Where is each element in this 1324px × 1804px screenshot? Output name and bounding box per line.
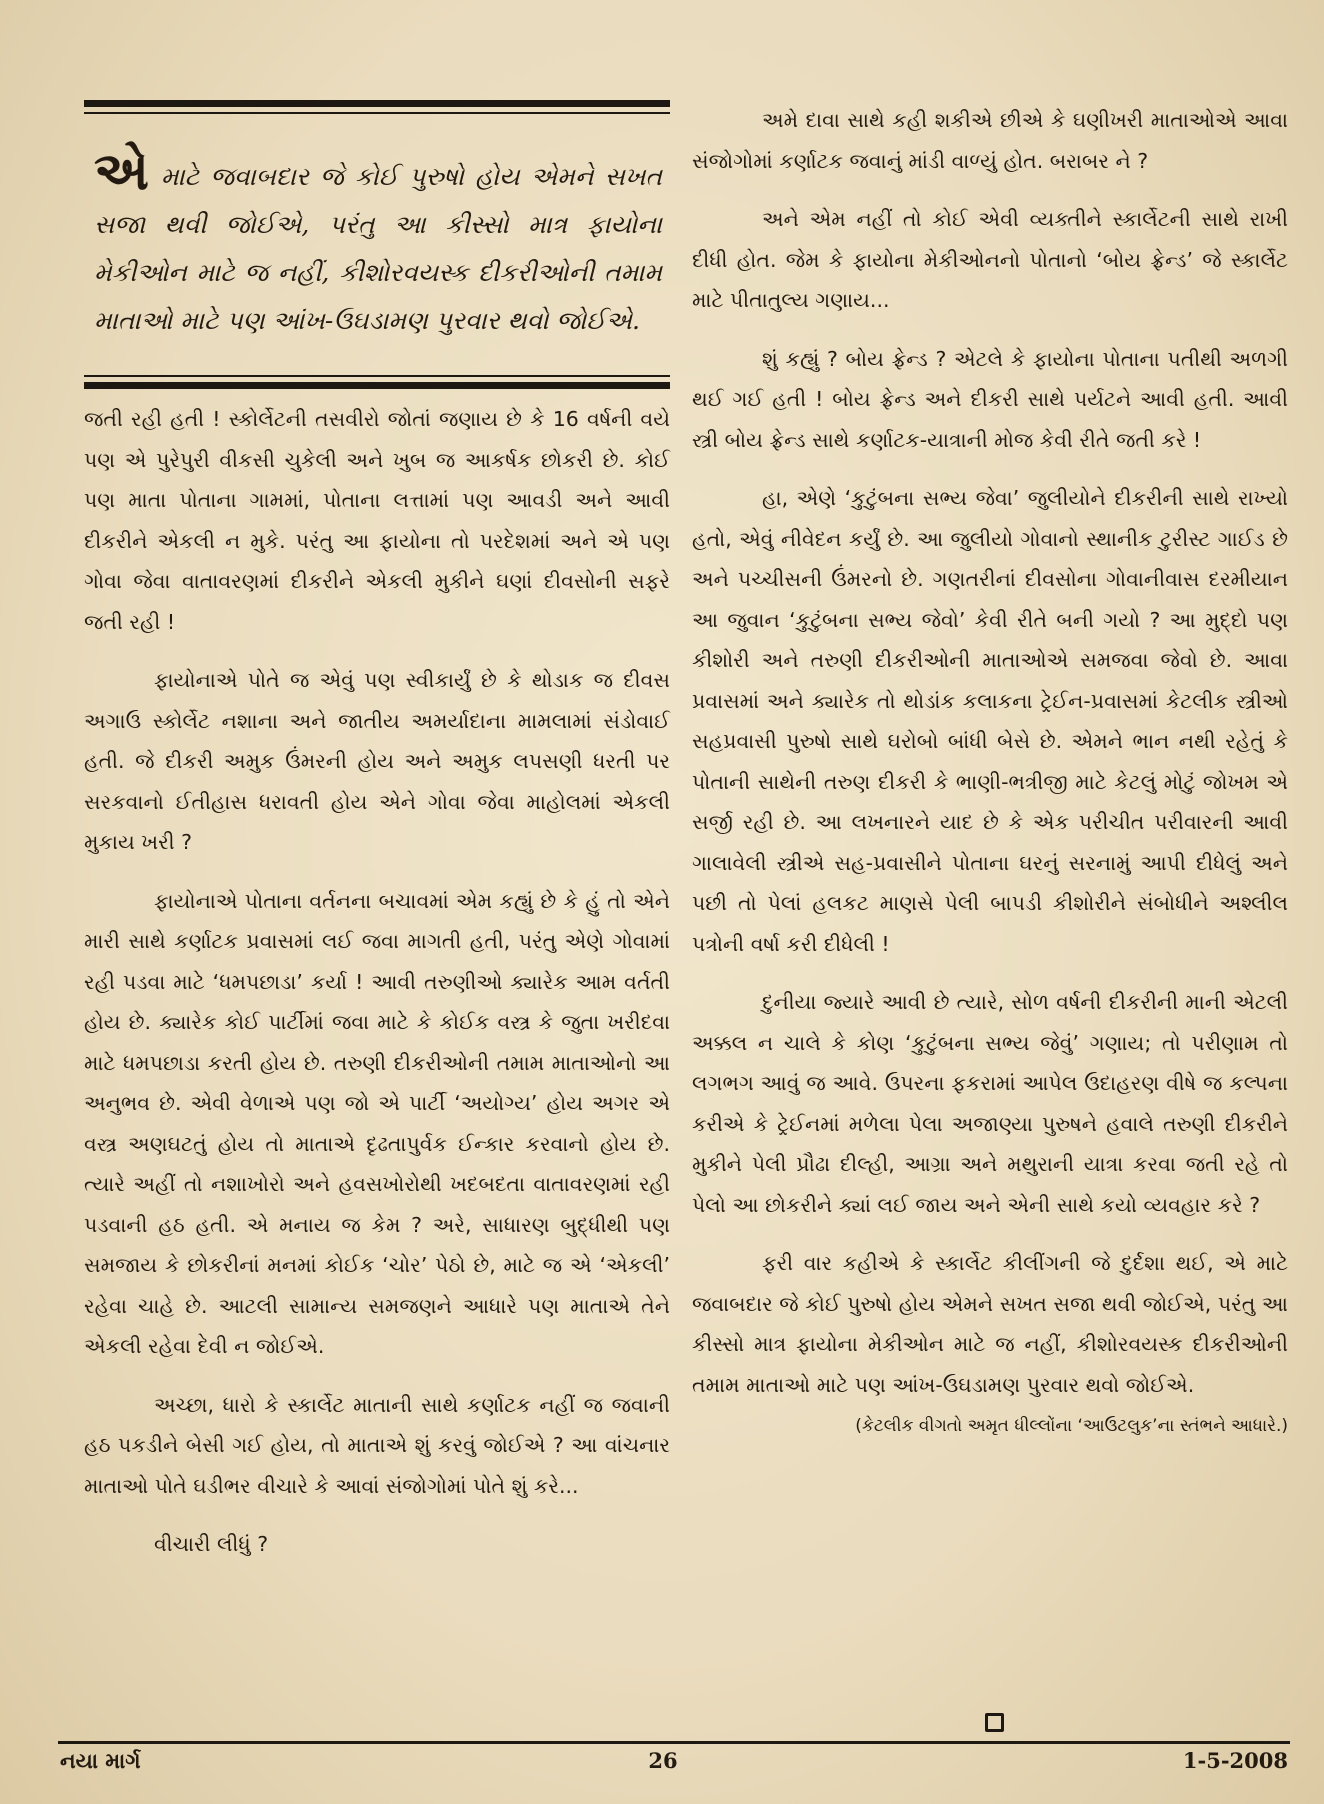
pull-quote-bottom-rule-thin [84,375,670,377]
left-paragraph-5: વીચારી લીધું ? [154,1532,269,1556]
left-paragraph-2: ફાયોનાએ પોતે જ એવું પણ સ્વીકાર્યું છે કે થોડાક જ દીવસ અગાઉ સ્કોર્લેટ નશાના અને જાતીય અમર્યાદાના મામલામાં સંડોવાઈ હતી. જે દીકરી અમુક ઉંમરની હોય અને અમુક લપસણી ધરતી પર સરકવાનો ઈતીહાસ ધરાવતી હોય એને ગોવા જેવા માહોલમાં એકલી મુકાય ખરી ? [84,668,670,854]
footer-rule [58,1741,1290,1744]
left-column [84,100,670,1565]
pull-quote-bottom-rule-thick [84,382,670,389]
left-paragraph-4: અચ્છા, ધારો કે સ્કાર્લેટ માતાની સાથે કર્ણાટક નહીં જ જવાની હઠ પકડીને બેસી ગઈ હોય, તો માતાએ શું કરવું જોઈએ ? આ વાંચનાર માતાઓ પોતે ઘડીભર વીચારે કે આવાં સંજોગોમાં પોતે શું કરે... [84,1392,670,1498]
right-paragraph-2: અને એમ નહીં તો કોઈ એવી વ્યક્તીને સ્કાર્લેટની સાથે રાખી દીધી હોત. જેમ કે ફાયોના મેકીઓનનો પોતાનો ‘બોય ફ્રેન્ડ’ જે સ્કાર્લેટ માટે પીતાતુલ્ય ગણાય... [692,207,1288,312]
pull-quote-top-rule-thick [84,100,670,107]
right-paragraph-5: દુનીયા જ્યારે આવી છે ત્યારે, સોળ વર્ષની દીકરીની માની એટલી અક્કલ ન ચાલે કે કોણ ‘કુટુંબના સભ્ય જેવું’ ગણાય; તો પરીણામ તો લગભગ આવું જ આવે. ઉપરના ફકરામાં આપેલ ઉદાહરણ વીષે જ કલ્પના કરીએ કે ટ્રેઈનમાં મળેલા પેલા અજાણ્યા પુરુષને હવાલે તરુણી દીકરીને મુકીને પેલી પ્રૌઢા દીલ્હી, આગ્રા અને મથુરાની યાત્રા કરવા જતી રહે તો પેલો આ છોકરીને ક્યાં લઈ જાય અને એની સાથે કયો વ્યવહાર કરે ? [692,990,1288,1217]
pull-quote [84,114,670,375]
right-paragraph-3: શું કહ્યું ? બોય ફ્રેન્ડ ? એટલે કે ફાયોના પોતાના પતીથી અળગી થઈ ગઈ હતી ! બોય ફ્રેન્ડ અને દીકરી સાથે પર્યટને આવી હતી. આવી સ્ત્રી બોય ફ્રેન્ડ સાથે કર્ણાટક-યાત્રાની મોજ કેવી રીતે જતી કરે ! [692,346,1288,452]
footer-date: 1-5-2008 [1182,1748,1288,1773]
right-column [692,100,1288,1443]
pull-quote-initial: એ [94,141,149,202]
source-note: (કેટલીક વીગતો અમૃત ધીલ્લોંના ‘આઉટલુક’ના સ્તંભને આધારે.) [855,1416,1288,1436]
pull-quote-text: માટે જવાબદાર જે કોઈ પુરુષો હોય એમને સખત સજા થવી જોઈએ, પરંતુ આ કીસ્સો માત્ર ફાયોના મેકીઓન માટે જ નહીં, કીશોરવયસ્ક દીકરીઓની તમામ માતાઓ માટે પણ આંખ-ઉઘડામણ પુરવાર થવો જોઈએ. [94,162,662,335]
footer-publication: નયા માર્ગ [60,1748,141,1773]
left-paragraph-1: જતી રહી હતી ! સ્કોર્લેટની તસવીરો જોતાં જણાય છે કે 16 વર્ષની વયે પણ એ પુરેપુરી વીકસી ચુકેલી અને ખુબ જ આકર્ષક છોકરી છે. કોઈ પણ માતા પોતાના ગામમાં, પોતાના લત્તામાં પણ આવડી અને આવી દીકરીને એકલી ન મુકે. પરંતુ આ ફાયોના તો પરદેશમાં અને એ પણ ગોવા જેવા વાતાવરણમાં દીકરીને એકલી મુકીને ઘણાં દીવસોની સફરે જતી રહી ! [84,407,670,634]
left-paragraph-3: ફાયોનાએ પોતાના વર્તનના બચાવમાં એમ કહ્યું છે કે હું તો એને મારી સાથે કર્ણાટક પ્રવાસમાં લઈ જવા માગતી હતી, પરંતુ એણે ગોવામાં રહી પડવા માટે ‘ધમપછાડા’ કર્યા ! આવી તરુણીઓ ક્યારેક આમ વર્તતી હોય છે. ક્યારેક કોઈ પાર્ટીમાં જવા માટે કે કોઈક વસ્ત્ર કે જુતા ખરીદવા માટે ધમપછાડા કરતી હોય છે. તરુણી દીકરીઓની તમામ માતાઓનો આ અનુભવ છે. એવી વેળાએ પણ જો એ પાર્ટી ‘અયોગ્ય’ હોય અગર એ વસ્ત્ર અણઘટતું હોય તો માતાએ દૃઢતાપુર્વક ઈન્કાર કરવાનો હોય છે. ત્યારે અહીં તો નશાખોરો અને હવસખોરોથી ખદબદતા વાતાવરણમાં રહી પડવાની હઠ હતી. એ મનાય જ કેમ ? અરે, સાધારણ બુદ્ધીથી પણ સમજાય કે છોકરીનાં મનમાં કોઈક ‘ચોર’ પેઠો છે, માટે જ એ ‘એકલી’ રહેવા ચાહે છે. આટલી સામાન્ય સમજણને આધારે પણ માતાએ તેને એકલી રહેવા દેવી ન જોઈએ. [84,888,670,1358]
right-paragraph-1: અમે દાવા સાથે કહી શકીએ છીએ કે ઘણીખરી માતાઓએ આવા સંજોગોમાં કર્ણાટક જવાનું માંડી વાળ્યું હોત. બરાબર ને ? [692,108,1288,173]
right-paragraph-4: હા, એણે ‘કુટુંબના સભ્ય જેવા’ જુલીયોને દીકરીની સાથે રાખ્યો હતો, એવું નીવેદન કર્યું છે. આ જુલીયો ગોવાનો સ્થાનીક ટુરીસ્ટ ગાઈડ છે અને પચ્ચીસની ઉંમરનો છે. ગણતરીનાં દીવસોના ગોવાનીવાસ દરમીયાન આ જુવાન ‘કુટુંબના સભ્ય જેવો’ કેવી રીતે બની ગયો ? આ મુદ્દો પણ કીશોરી અને તરુણી દીકરીઓની માતાઓએ સમજવા જેવો છે. આવા પ્રવાસમાં અને ક્યારેક તો થોડાંક કલાકના ટ્રેઈન-પ્રવાસમાં કેટલીક સ્ત્રીઓ સહપ્રવાસી પુરુષો સાથે ઘરોબો બાંધી બેસે છે. એમને ભાન નથી રહેતું કે પોતાની સાથેની તરુણ દીકરી કે ભાણી-ભત્રીજી માટે કેટલું મોટું જોખમ એ સર્જી રહી છે. આ લખનારને યાદ છે કે એક પરીચીત પરીવારની આવી ગાલાવેલી સ્ત્રીએ સહ-પ્રવાસીને પોતાના ઘરનું સરનામું આપી દીધેલું અને પછી તો પેલાં હલકટ માણસે પેલી બાપડી કીશોરીને સંબોધીને અશ્લીલ પત્રોની વર્ષા કરી દીધેલી ! [692,486,1288,956]
footer-page-number: 26 [648,1748,678,1773]
end-of-article-mark [985,1713,1004,1732]
right-paragraph-6: ફરી વાર કહીએ કે સ્કાર્લેટ કીલીંગની જે દુર્દશા થઈ, એ માટે જવાબદાર જે કોઈ પુરુષો હોય એમને સખત સજા થવી જોઈએ, પરંતુ આ કીસ્સો માત્ર ફાયોના મેકીઓન માટે જ નહીં, કીશોરવયસ્ક દીકરીઓની તમામ માતાઓ માટે પણ આંખ-ઉઘડામણ પુરવાર થવો જોઈએ. [692,1251,1288,1397]
